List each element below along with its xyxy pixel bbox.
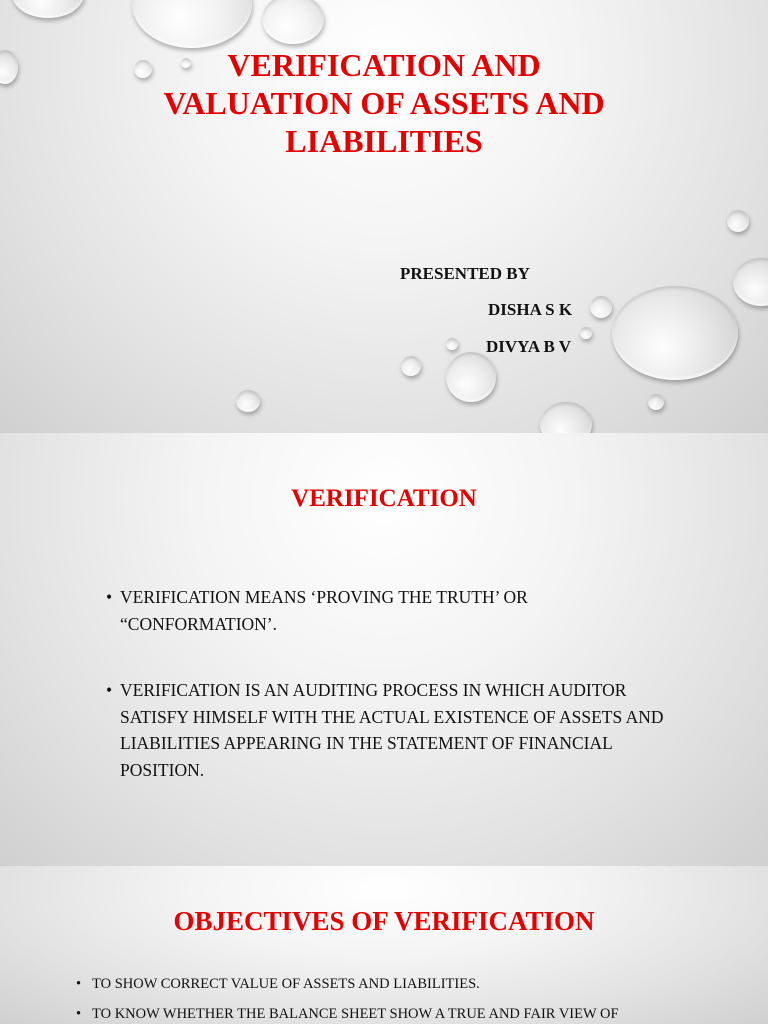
water-drop-decoration [401,356,421,376]
water-drop-decoration [446,352,496,402]
slide-heading: OBJECTIVES OF VERIFICATION [173,906,595,936]
water-drop-decoration [733,258,768,306]
bullet-item: • VERIFICATION IS AN AUDITING PROCESS IN WHICH AUDITOR SATISFY HIMSELF WITH THE ACTUAL EXISTENCE OF ASSETS AND LIABILITIES APPEARING IN THE STATEMENT OF FINANCIAL POSITION. [106,677,666,783]
bullet-list [106,584,666,823]
water-drop-decoration [540,402,592,433]
bullet-item: • TO SHOW CORRECT VALUE OF ASSETS AND LIABILITIES. [76,974,716,994]
water-drop-decoration [12,0,84,18]
slide-heading: VERIFICATION [291,485,477,512]
water-drop-decoration [580,327,592,339]
presenter-name: DISHA S K [488,300,573,319]
slide-title [0,46,768,160]
title-line: VALUATION OF ASSETS AND [163,85,605,121]
verification-slide [0,433,768,866]
bullet-list [76,974,716,1024]
bullet-item: • TO KNOW WHETHER THE BALANCE SHEET SHOW A TRUE AND FAIR VIEW OF [76,1004,716,1024]
presenter-name: DIVYA B V [486,337,572,356]
water-drop-decoration [612,286,738,380]
water-drop-decoration [727,210,749,232]
title-line: LIABILITIES [285,123,483,159]
bullet-item: • VERIFICATION MEANS ‘PROVING THE TRUTH’ OR “CONFORMATION’. [106,584,666,637]
water-drop-decoration [262,0,324,44]
title-line: VERIFICATION AND [227,47,541,83]
water-drop-decoration [446,338,458,350]
objectives-slide [0,866,768,1024]
water-drop-decoration [236,390,260,412]
water-drop-decoration [132,0,252,48]
water-drop-decoration [590,296,612,318]
title-slide [0,0,768,433]
presented-by-label: PRESENTED BY [400,264,530,283]
water-drop-decoration [648,394,664,410]
